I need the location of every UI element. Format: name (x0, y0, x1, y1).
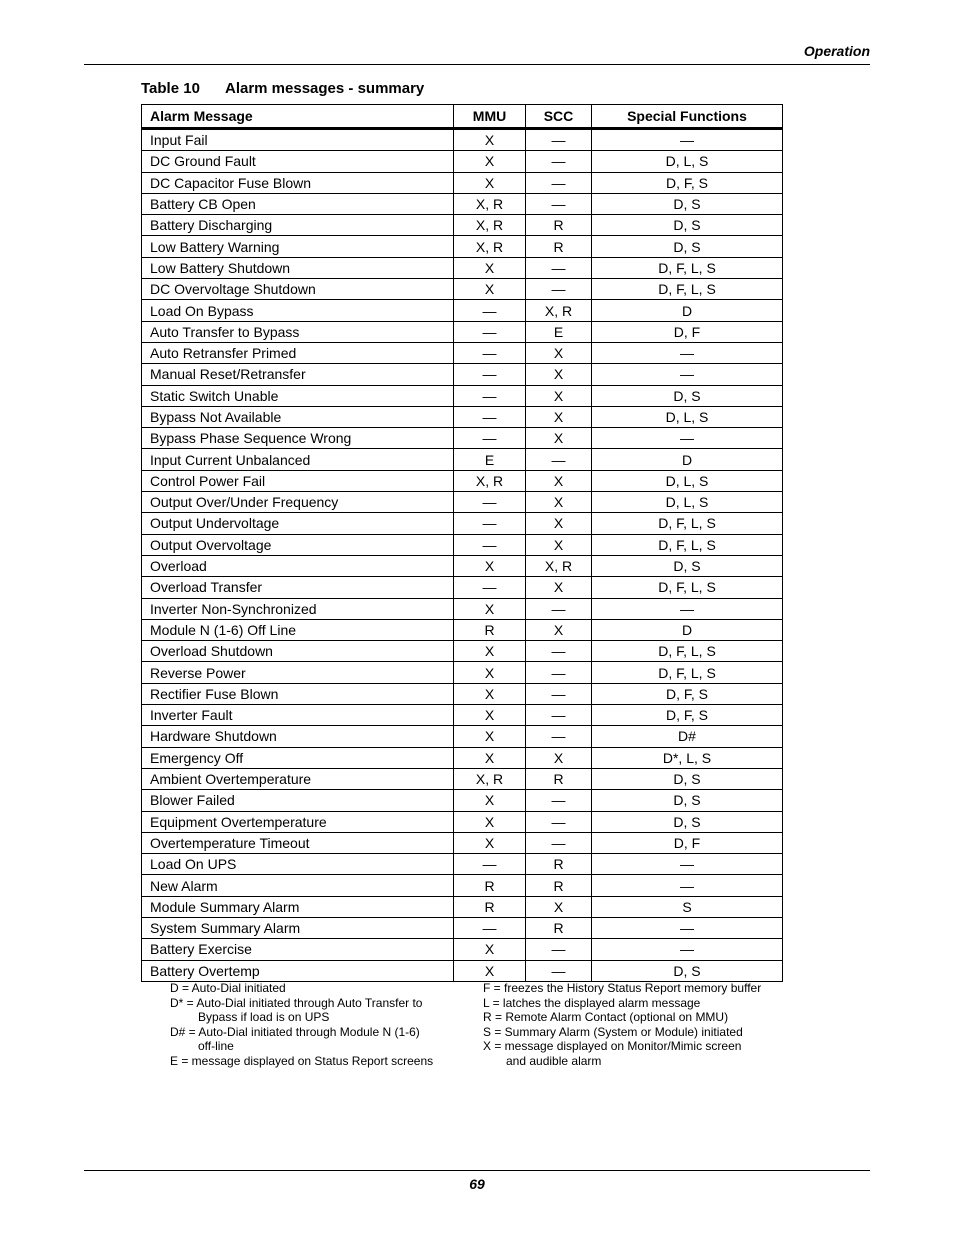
table-row (142, 193, 783, 214)
cell-mmu: X (454, 279, 526, 300)
cell-special-functions: D, L, S (592, 406, 783, 427)
cell-mmu: X (454, 811, 526, 832)
legend-item: X = message displayed on Monitor/Mimic screen (483, 1039, 742, 1054)
cell-alarm-message: New Alarm (142, 875, 454, 896)
cell-special-functions: D (592, 449, 783, 470)
cell-scc: — (526, 662, 592, 683)
table-header-row (142, 105, 783, 129)
cell-mmu: X (454, 555, 526, 576)
table-row (142, 939, 783, 960)
cell-alarm-message: Load On Bypass (142, 300, 454, 321)
cell-scc: — (526, 193, 592, 214)
cell-mmu: X (454, 641, 526, 662)
cell-scc: — (526, 683, 592, 704)
cell-special-functions: D, L, S (592, 492, 783, 513)
cell-alarm-message: Static Switch Unable (142, 385, 454, 406)
cell-scc: X (526, 747, 592, 768)
cell-special-functions: D, F, S (592, 172, 783, 193)
cell-special-functions: D, F, L, S (592, 641, 783, 662)
legend-item-continuation: Bypass if load is on UPS (198, 1010, 330, 1025)
cell-special-functions: D, F, S (592, 683, 783, 704)
cell-alarm-message: DC Capacitor Fuse Blown (142, 172, 454, 193)
cell-special-functions: — (592, 917, 783, 938)
legend-item: D# = Auto-Dial initiated through Module N (1-6) (170, 1024, 420, 1039)
cell-scc: — (526, 279, 592, 300)
cell-scc: X (526, 364, 592, 385)
cell-mmu: R (454, 619, 526, 640)
alarm-messages-table (141, 104, 783, 982)
column-header-mmu: MMU (454, 105, 526, 129)
cell-scc: — (526, 790, 592, 811)
cell-alarm-message: DC Overvoltage Shutdown (142, 279, 454, 300)
legend-item: S = Summary Alarm (System or Module) initiated (483, 1024, 743, 1039)
section-title: Operation (803, 43, 870, 59)
table-row (142, 726, 783, 747)
cell-mmu: — (454, 534, 526, 555)
cell-alarm-message: Equipment Overtemperature (142, 811, 454, 832)
cell-special-functions: D, S (592, 236, 783, 257)
cell-mmu: R (454, 875, 526, 896)
table-row (142, 534, 783, 555)
table-row (142, 960, 783, 981)
column-header-alarm-message: Alarm Message (142, 105, 454, 129)
table-row (142, 215, 783, 236)
cell-special-functions: D, S (592, 193, 783, 214)
cell-mmu: X (454, 151, 526, 172)
cell-scc: — (526, 811, 592, 832)
cell-alarm-message: Overload Shutdown (142, 641, 454, 662)
cell-alarm-message: Battery Exercise (142, 939, 454, 960)
cell-special-functions: D, S (592, 790, 783, 811)
cell-alarm-message: Auto Transfer to Bypass (142, 321, 454, 342)
cell-alarm-message: Bypass Phase Sequence Wrong (142, 428, 454, 449)
cell-special-functions: D, F, S (592, 705, 783, 726)
cell-special-functions: D, F (592, 832, 783, 853)
cell-scc: — (526, 449, 592, 470)
cell-alarm-message: Manual Reset/Retransfer (142, 364, 454, 385)
cell-mmu: X (454, 832, 526, 853)
cell-mmu: X, R (454, 215, 526, 236)
cell-scc: X (526, 534, 592, 555)
cell-mmu: — (454, 300, 526, 321)
table-number: Table 10 (141, 80, 200, 97)
cell-alarm-message: Low Battery Shutdown (142, 257, 454, 278)
table-row (142, 449, 783, 470)
cell-mmu: X (454, 939, 526, 960)
footer-rule (84, 1170, 870, 1171)
cell-special-functions: D, S (592, 811, 783, 832)
cell-special-functions: D (592, 619, 783, 640)
cell-special-functions: D, L, S (592, 470, 783, 491)
table-row (142, 790, 783, 811)
table-row (142, 279, 783, 300)
cell-scc: — (526, 832, 592, 853)
cell-alarm-message: System Summary Alarm (142, 917, 454, 938)
cell-mmu: X, R (454, 470, 526, 491)
table-row (142, 811, 783, 832)
cell-alarm-message: Battery Discharging (142, 215, 454, 236)
cell-scc: — (526, 129, 592, 151)
cell-mmu: — (454, 406, 526, 427)
cell-special-functions: D, F, L, S (592, 662, 783, 683)
table-row (142, 641, 783, 662)
cell-alarm-message: Emergency Off (142, 747, 454, 768)
cell-special-functions: — (592, 939, 783, 960)
cell-scc: R (526, 768, 592, 789)
table-body (142, 129, 783, 982)
cell-special-functions: D, F (592, 321, 783, 342)
cell-alarm-message: Blower Failed (142, 790, 454, 811)
legend-item: R = Remote Alarm Contact (optional on MMU) (483, 1010, 729, 1025)
cell-scc: X (526, 470, 592, 491)
table-caption (141, 80, 424, 97)
cell-scc: R (526, 236, 592, 257)
cell-scc: X (526, 577, 592, 598)
cell-alarm-message: Bypass Not Available (142, 406, 454, 427)
cell-special-functions: D, F, L, S (592, 534, 783, 555)
cell-scc: X, R (526, 555, 592, 576)
table-row (142, 257, 783, 278)
table-title: Alarm messages - summary (225, 80, 425, 97)
cell-scc: — (526, 598, 592, 619)
cell-mmu: E (454, 449, 526, 470)
table-row (142, 406, 783, 427)
cell-mmu: X (454, 960, 526, 981)
table-row (142, 896, 783, 917)
cell-alarm-message: Low Battery Warning (142, 236, 454, 257)
cell-alarm-message: Inverter Non-Synchronized (142, 598, 454, 619)
table-row (142, 385, 783, 406)
table-row (142, 342, 783, 363)
cell-scc: X (526, 619, 592, 640)
cell-alarm-message: Output Overvoltage (142, 534, 454, 555)
cell-scc: — (526, 705, 592, 726)
cell-scc: X (526, 896, 592, 917)
cell-special-functions: D# (592, 726, 783, 747)
cell-alarm-message: Inverter Fault (142, 705, 454, 726)
table-row (142, 300, 783, 321)
cell-scc: — (526, 172, 592, 193)
cell-special-functions: D*, L, S (592, 747, 783, 768)
table-row (142, 917, 783, 938)
cell-scc: R (526, 215, 592, 236)
table-row (142, 151, 783, 172)
cell-alarm-message: Ambient Overtemperature (142, 768, 454, 789)
cell-scc: — (526, 726, 592, 747)
cell-mmu: X (454, 705, 526, 726)
cell-mmu: — (454, 577, 526, 598)
cell-scc: R (526, 917, 592, 938)
cell-mmu: X (454, 598, 526, 619)
cell-alarm-message: Input Fail (142, 129, 454, 151)
cell-mmu: X (454, 172, 526, 193)
cell-special-functions: — (592, 875, 783, 896)
cell-scc: X (526, 342, 592, 363)
legend-item-continuation: and audible alarm (506, 1053, 602, 1068)
cell-special-functions: D, F, L, S (592, 257, 783, 278)
cell-special-functions: D, S (592, 215, 783, 236)
legend-item: E = message displayed on Status Report screens (170, 1053, 434, 1068)
cell-mmu: X, R (454, 768, 526, 789)
cell-alarm-message: Load On UPS (142, 854, 454, 875)
cell-alarm-message: Overload Transfer (142, 577, 454, 598)
legend-item-continuation: off-line (198, 1039, 234, 1054)
cell-scc: — (526, 641, 592, 662)
cell-alarm-message: Reverse Power (142, 662, 454, 683)
cell-special-functions: D, S (592, 960, 783, 981)
cell-scc: R (526, 875, 592, 896)
cell-mmu: X (454, 790, 526, 811)
cell-mmu: R (454, 896, 526, 917)
table-row (142, 854, 783, 875)
table-row (142, 172, 783, 193)
legend-left (170, 981, 470, 1069)
cell-special-functions: D, F, L, S (592, 279, 783, 300)
cell-alarm-message: Module N (1-6) Off Line (142, 619, 454, 640)
cell-mmu: — (454, 342, 526, 363)
cell-scc: — (526, 151, 592, 172)
table-row (142, 619, 783, 640)
cell-scc: X (526, 406, 592, 427)
table-row (142, 428, 783, 449)
cell-alarm-message: Battery Overtemp (142, 960, 454, 981)
header-rule (84, 64, 870, 65)
table-row (142, 236, 783, 257)
cell-special-functions: — (592, 342, 783, 363)
legend-item: F = freezes the History Status Report memory buffer (483, 981, 762, 995)
cell-alarm-message: Auto Retransfer Primed (142, 342, 454, 363)
cell-alarm-message: Rectifier Fuse Blown (142, 683, 454, 704)
cell-scc: R (526, 854, 592, 875)
cell-mmu: X (454, 747, 526, 768)
table-row (142, 598, 783, 619)
table-row (142, 662, 783, 683)
table-row (142, 364, 783, 385)
table-row (142, 768, 783, 789)
legend-item: L = latches the displayed alarm message (483, 995, 701, 1010)
cell-mmu: X (454, 683, 526, 704)
cell-mmu: X, R (454, 193, 526, 214)
table-row (142, 555, 783, 576)
table-row (142, 705, 783, 726)
cell-mmu: — (454, 854, 526, 875)
cell-scc: X (526, 513, 592, 534)
cell-mmu: — (454, 492, 526, 513)
cell-special-functions: D, F, L, S (592, 513, 783, 534)
cell-alarm-message: DC Ground Fault (142, 151, 454, 172)
cell-mmu: X (454, 726, 526, 747)
table-row (142, 577, 783, 598)
cell-mmu: — (454, 364, 526, 385)
column-header-scc: SCC (526, 105, 592, 129)
cell-special-functions: — (592, 129, 783, 151)
cell-alarm-message: Overload (142, 555, 454, 576)
cell-special-functions: D, S (592, 385, 783, 406)
cell-special-functions: S (592, 896, 783, 917)
cell-scc: X (526, 385, 592, 406)
legend-item: D* = Auto-Dial initiated through Auto Transfer to (170, 995, 423, 1010)
cell-special-functions: — (592, 854, 783, 875)
table-row (142, 513, 783, 534)
cell-special-functions: D, S (592, 768, 783, 789)
cell-alarm-message: Overtemperature Timeout (142, 832, 454, 853)
cell-mmu: X (454, 662, 526, 683)
cell-alarm-message: Control Power Fail (142, 470, 454, 491)
cell-mmu: — (454, 428, 526, 449)
legend-item: D = Auto-Dial initiated (170, 981, 286, 995)
cell-special-functions: — (592, 364, 783, 385)
table-row (142, 129, 783, 151)
cell-mmu: — (454, 321, 526, 342)
table-row (142, 321, 783, 342)
cell-scc: E (526, 321, 592, 342)
table-row (142, 747, 783, 768)
cell-scc: X (526, 492, 592, 513)
table-row (142, 683, 783, 704)
cell-alarm-message: Output Over/Under Frequency (142, 492, 454, 513)
cell-scc: — (526, 939, 592, 960)
cell-special-functions: D, F, L, S (592, 577, 783, 598)
cell-special-functions: D, S (592, 555, 783, 576)
page-number: 69 (469, 1176, 485, 1192)
cell-mmu: X (454, 257, 526, 278)
cell-scc: — (526, 257, 592, 278)
table-row (142, 492, 783, 513)
cell-alarm-message: Input Current Unbalanced (142, 449, 454, 470)
cell-alarm-message: Module Summary Alarm (142, 896, 454, 917)
cell-special-functions: D (592, 300, 783, 321)
table-row (142, 832, 783, 853)
cell-special-functions: — (592, 598, 783, 619)
cell-special-functions: D, L, S (592, 151, 783, 172)
cell-scc: X, R (526, 300, 592, 321)
table-row (142, 875, 783, 896)
column-header-special-functions: Special Functions (592, 105, 783, 129)
cell-alarm-message: Hardware Shutdown (142, 726, 454, 747)
cell-mmu: — (454, 385, 526, 406)
cell-alarm-message: Battery CB Open (142, 193, 454, 214)
cell-scc: X (526, 428, 592, 449)
cell-scc: — (526, 960, 592, 981)
cell-mmu: X, R (454, 236, 526, 257)
cell-special-functions: — (592, 428, 783, 449)
cell-mmu: — (454, 513, 526, 534)
legend-right (483, 981, 783, 1069)
cell-mmu: X (454, 129, 526, 151)
cell-alarm-message: Output Undervoltage (142, 513, 454, 534)
cell-mmu: — (454, 917, 526, 938)
table-row (142, 470, 783, 491)
